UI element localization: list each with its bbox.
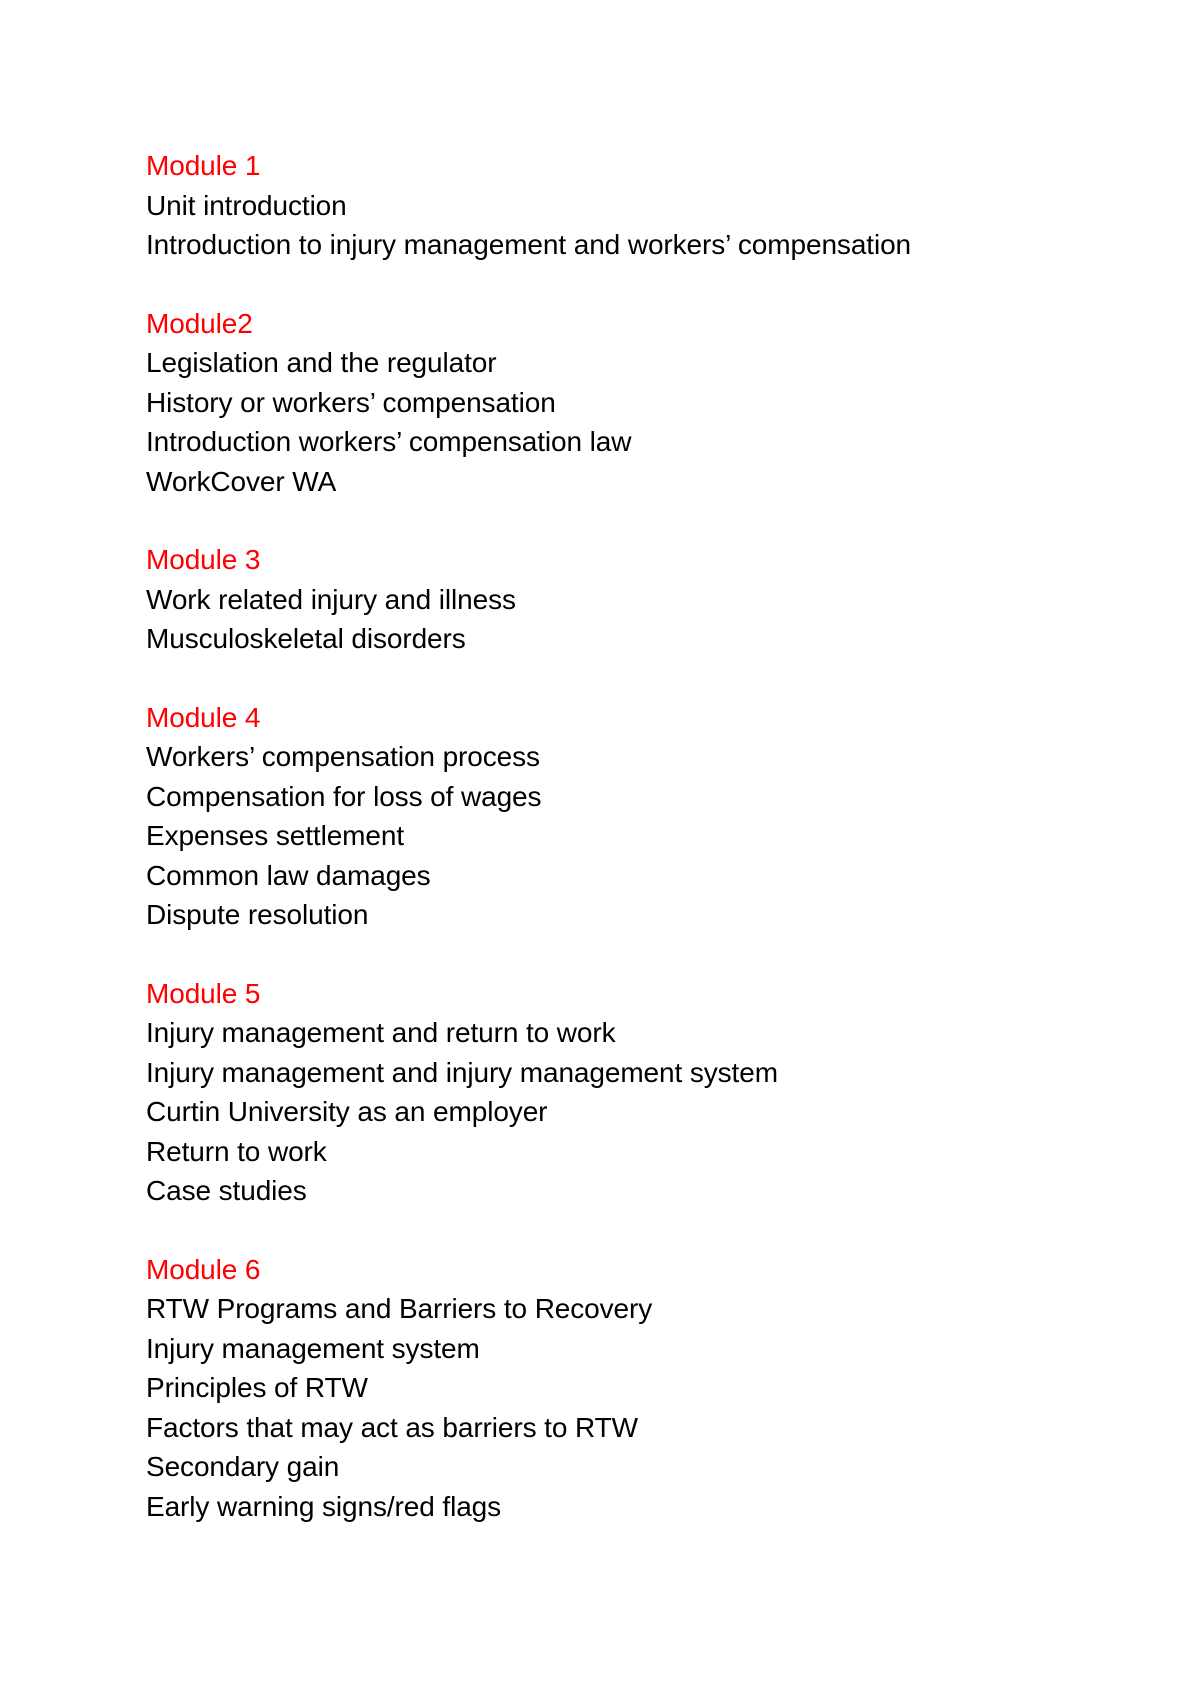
module-topic: Early warning signs/red flags xyxy=(146,1490,502,1522)
module-topic: Injury management system xyxy=(146,1332,480,1364)
module-heading: Module 3 xyxy=(146,544,261,575)
module-section-5 xyxy=(146,974,1106,1211)
module-topic: Expenses settlement xyxy=(146,820,405,851)
module-heading: Module 5 xyxy=(146,977,261,1009)
module-topic: RTW Programs and Barriers to Recovery xyxy=(146,1293,653,1324)
module-topic: Principles of RTW xyxy=(146,1372,368,1403)
module-section-1 xyxy=(146,146,1106,265)
module-topic: Musculoskeletal disorders xyxy=(146,623,466,654)
module-topic: Return to work xyxy=(146,1135,327,1167)
module-topic: Factors that may act as barriers to RTW xyxy=(146,1411,638,1443)
module-heading: Module2 xyxy=(146,307,253,339)
module-topic: Work related injury and illness xyxy=(146,583,516,615)
module-topic: Introduction to injury management and workers’ compensation xyxy=(146,229,912,260)
module-topic: Legislation and the regulator xyxy=(146,347,497,378)
module-section-6 xyxy=(146,1250,1106,1527)
module-topic: WorkCover WA xyxy=(146,465,337,497)
module-topic: Introduction workers’ compensation law xyxy=(146,426,632,457)
module-topic: Common law damages xyxy=(146,859,431,891)
module-topic: Unit introduction xyxy=(146,189,347,221)
module-topic: Secondary gain xyxy=(146,1451,340,1482)
module-heading: Module 6 xyxy=(146,1253,261,1285)
module-topic: Injury management and return to work xyxy=(146,1017,616,1048)
module-topic: Workers’ compensation process xyxy=(146,741,540,772)
module-section-4 xyxy=(146,698,1106,935)
module-topic: Curtin University as an employer xyxy=(146,1096,548,1127)
module-topic: Injury management and injury management system xyxy=(146,1056,778,1088)
module-topic: Dispute resolution xyxy=(146,899,369,930)
module-heading: Module 4 xyxy=(146,701,261,733)
module-section-2 xyxy=(146,304,1106,502)
module-list xyxy=(146,146,1106,1565)
module-topic: History or workers’ compensation xyxy=(146,386,556,418)
module-topic: Case studies xyxy=(146,1175,307,1206)
module-section-3 xyxy=(146,540,1106,659)
module-topic: Compensation for loss of wages xyxy=(146,780,542,812)
module-heading: Module 1 xyxy=(146,150,261,181)
